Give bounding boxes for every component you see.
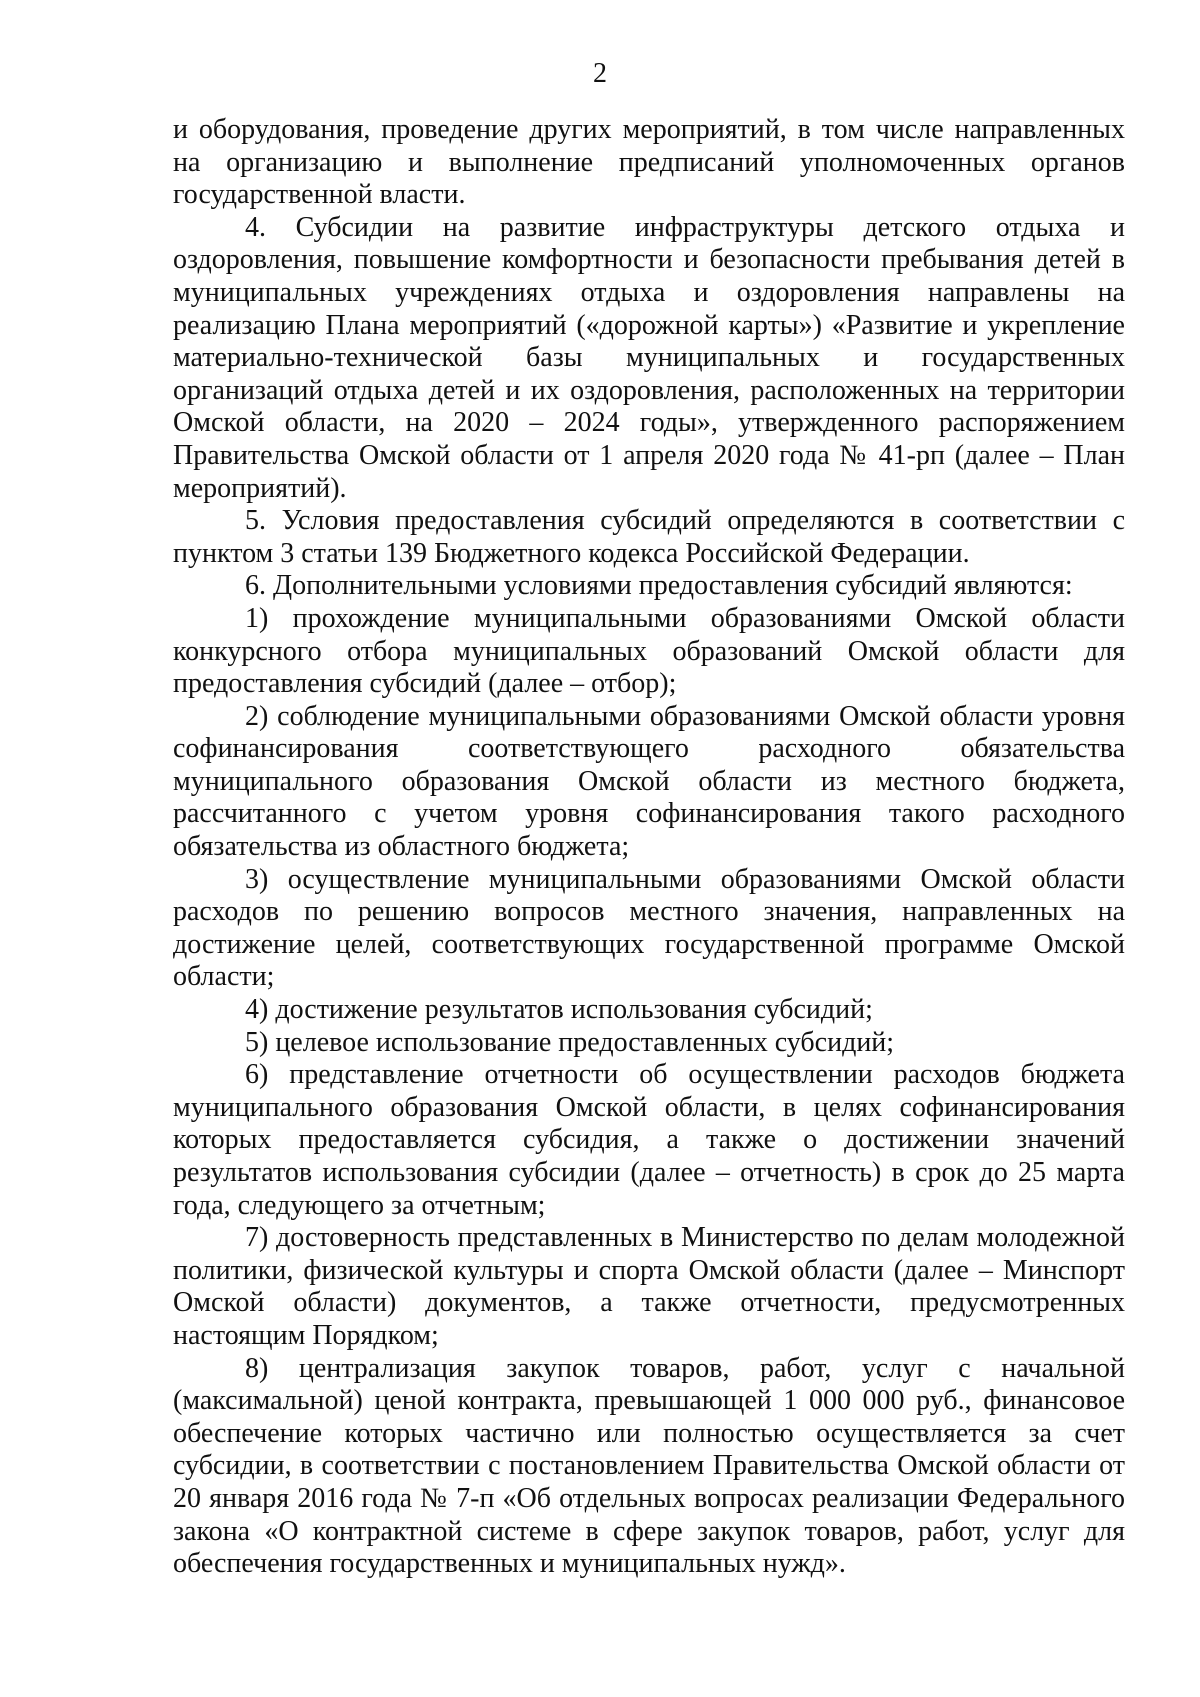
subitem-6: 6) представление отчетности об осуществлении расходов бюджета муниципального образования Омской области, в целях софинансирования которых предоставляется субсидия, а также о достижении значений результатов использования субсидии (далее – отчетность) в срок до 25 марта года, следующего за отчетным;	[173, 1059, 1125, 1221]
subitem-4: 4) достижение результатов использования субсидий;	[245, 994, 873, 1026]
subitem-3: 3) осуществление муниципальными образованиями Омской области расходов по решению вопросов местного значения, направленных на достижение целей, соответствующих государственной программе Омской области;	[173, 863, 1125, 993]
paragraph-item-4: 4. Субсидии на развитие инфраструктуры детского отдыха и оздоровления, повышение комфортности и безопасности пребывания детей в муниципальных учреждениях отдыха и оздоровления направлены на реализацию Плана мероприятий («дорожной карты») «Развитие и укрепление материально-технической базы муниципальных и государственных организаций отдыха детей и их оздоровления, расположенных на территории Омской области, на 2020 – 2024 годы», утвержденного распоряжением Правительства Омской области от 1 апреля 2020 года № 41-рп (далее – План мероприятий).	[173, 211, 1125, 504]
subitem-2: 2) соблюдение муниципальными образованиями Омской области уровня софинансирования соответствующего расходного обязательства муниципального образования Омской области из местного бюджета, рассчитанного с учетом уровня софинансирования такого расходного обязательства из областного бюджета;	[173, 700, 1125, 863]
subitem-7: 7) достоверность представленных в Министерство по делам молодежной политики, физической культуры и спорта Омской области (далее – Минспорт Омской области) документов, а также отчетности, предусмотренных настоящим Порядком;	[173, 1222, 1125, 1351]
subitem-8: 8) централизация закупок товаров, работ, услуг с начальной (максимальной) ценой контракта, превышающей 1 000 000 руб., финансовое обеспечение которых частично или полностью осуществляется за счет субсидии, в соответствии с постановлением Правительства Омской области от 20 января 2016 года № 7-п «Об отдельных вопросах реализации Федерального закона «О контрактной системе в сфере закупок товаров, работ, услуг для обеспечения государственных и муниципальных нужд».	[173, 1352, 1125, 1580]
paragraph-item-6: 6. Дополнительными условиями предоставления субсидий являются:	[245, 570, 1073, 602]
page-number: 2	[593, 58, 607, 89]
subitem-5: 5) целевое использование предоставленных субсидий;	[245, 1026, 895, 1058]
subitem-1: 1) прохождение муниципальными образованиями Омской области конкурсного отбора муниципальных образований Омской области для предоставления субсидий (далее – отбор);	[173, 602, 1125, 700]
paragraph-continuation: и оборудования, проведение других мероприятий, в том числе направленных на организацию и выполнение предписаний уполномоченных органов государственной власти.	[173, 114, 1125, 211]
document-body	[173, 114, 1125, 1581]
paragraph-item-5: 5. Условия предоставления субсидий определяются в соответствии с пунктом 3 статьи 139 Бюджетного кодекса Российской Федерации.	[173, 505, 1125, 569]
